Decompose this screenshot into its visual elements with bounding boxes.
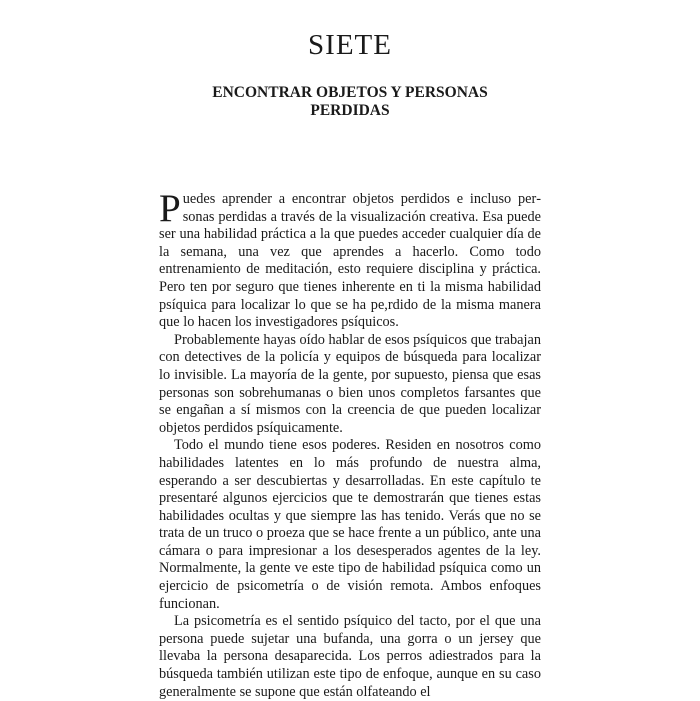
paragraph-4: La psicometría es el sentido psíquico del tacto, por el que una persona puede sujetar una bufanda, una gorra o un jersey que llevaba la persona desaparecida. Los perros adiestrados para la búsqueda también utilizan este tipo de enfoque, aunque en su caso generalmente se supone que están olfateando el (159, 613, 541, 700)
chapter-body (159, 187, 541, 701)
paragraph-1 (159, 187, 541, 332)
chapter-number: SIETE (308, 29, 392, 61)
chapter-title (150, 84, 550, 120)
drop-cap: P (159, 187, 181, 230)
chapter-title-line-2: PERDIDAS (310, 102, 390, 119)
chapter-title-line-1: ENCONTRAR OBJETOS Y PERSONAS (212, 84, 488, 101)
paragraph-1-text: uedes aprender a encontrar objetos perdidos e incluso personas perdidas a través de la visualización creativa. Esa puede ser una habilidad práctica a la que puedes acceder cualquier día de la semana, una vez que aprendes a hacerlo. Como todo entrenamiento de meditación, esto requiere disciplina y práctica. Pero ten por seguro que tienes inherente en ti la misma habilidad psíquica para localizar lo que se ha pe,rdido de la misma manera que lo hacen los investigadores psíquicos. (159, 191, 541, 331)
paragraph-3: Todo el mundo tiene esos poderes. Residen en nosotros como habilidades latentes en lo más profundo de nuestra alma, esperando a ser descubiertas y desarrolladas. En este capítulo te presentaré algunos ejercicios que te demostrarán que tienes estas habilidades ocultas y que siempre las has tenido. Verás que no se trata de un truco o proeza que se hace frente a un público, ante una cámara o para impresionar a los desesperados agentes de la ley. Normalmente, la gente ve este tipo de habilidad psíquica como un ejercicio de psicometría o de visión remota. Ambos enfoques funcionan. (159, 437, 541, 612)
paragraph-2: Probablemente hayas oído hablar de esos psíquicos que trabajan con detectives de la policía y equipos de búsqueda para localizar lo invisible. La mayoría de la gente, por supuesto, piensa que esas personas son sobrehumanas o bien unos completos farsantes que se engañan a sí mismos con la creencia de que pueden localizar objetos perdidos psíquicamente. (159, 331, 541, 436)
